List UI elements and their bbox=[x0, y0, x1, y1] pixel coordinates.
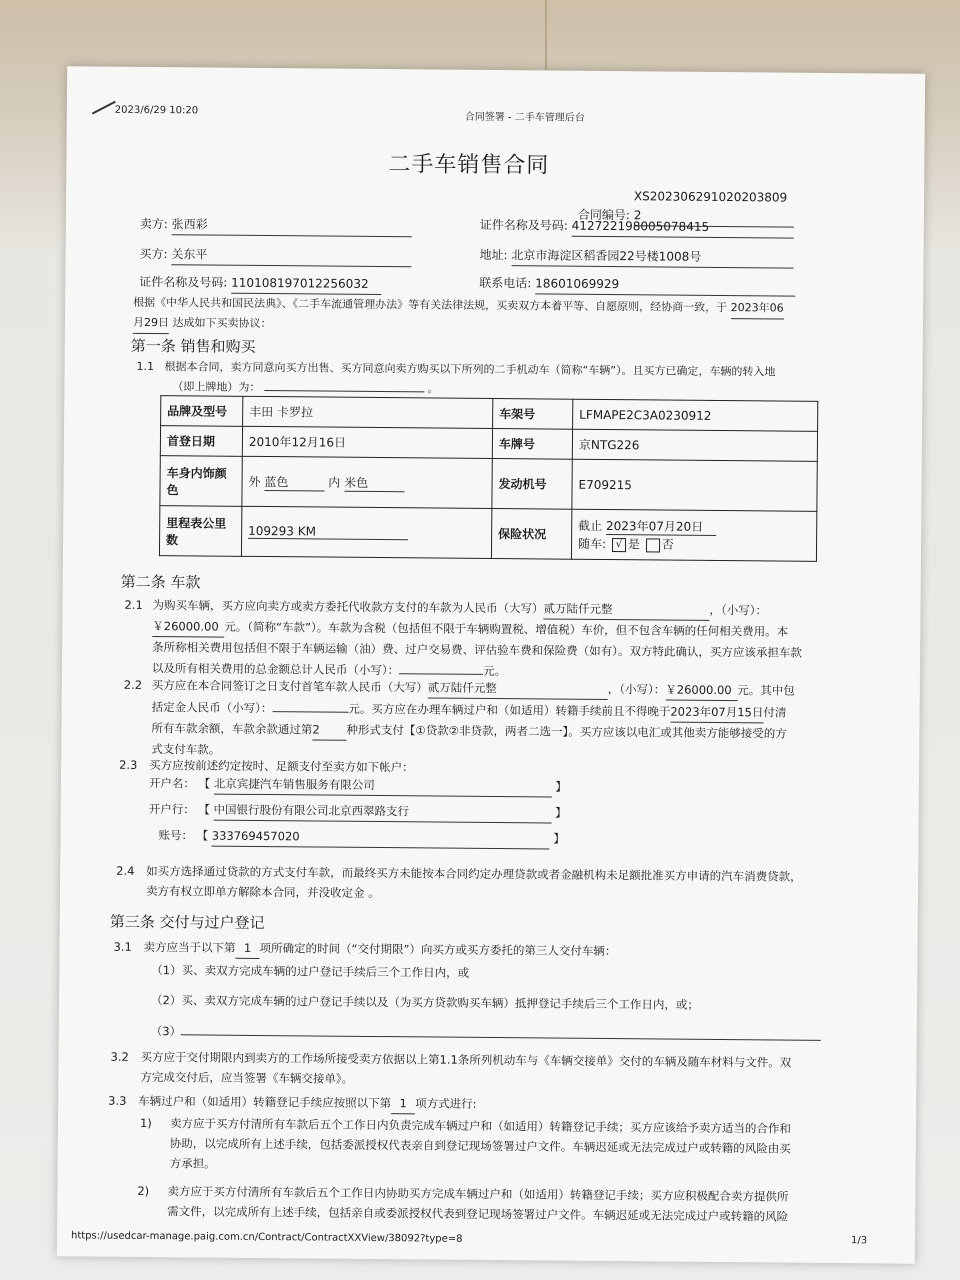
clause-2-1-text-c: 元。（简称“车款”）。车款为含税（包括但不限于车辆购置税、增值税）车价，但不包含车辆的任何相关费用。本 bbox=[224, 619, 789, 639]
clause-1-1-num: 1.1 bbox=[136, 359, 155, 374]
odometer-cell bbox=[241, 506, 491, 558]
plate-value: 京NTG226 bbox=[572, 429, 817, 461]
contract-number-label: 合同编号: bbox=[577, 207, 631, 223]
clause-2-4-line-2: 卖方有权立即单方解除本合同，并没收定金 。 bbox=[145, 883, 380, 901]
deposit-field bbox=[272, 697, 348, 713]
bracket-right: 】 bbox=[555, 779, 567, 794]
clause-2-2 bbox=[151, 675, 832, 765]
option-1: （1）买、卖双方完成车辆的过户登记手续后三个工作日内，或 bbox=[151, 963, 470, 980]
insurance-cell bbox=[571, 509, 816, 561]
clause-3-1-text-b: 项所确定的时间（“交付期限”）向买方或买方委托的第三人交付车辆： bbox=[259, 940, 617, 959]
seller-id-label: 证件名称及号码: bbox=[479, 217, 568, 233]
article-1-heading: 第一条 销售和购买 bbox=[130, 336, 256, 356]
price-upper-2: 贰万陆仟元整 bbox=[428, 677, 608, 700]
color-values bbox=[242, 456, 492, 508]
clause-3-2 bbox=[140, 1047, 850, 1093]
odometer-label: 里程表公里数 bbox=[159, 506, 241, 557]
delivery-option: 1 bbox=[235, 938, 259, 959]
bracket-right: 】 bbox=[553, 831, 566, 846]
bracket-left: 【 bbox=[198, 776, 211, 791]
clause-2-1-text-a: 为购买车辆，买方应向卖方或卖方委托代收款方支付的车款为人民币（大写） bbox=[152, 598, 544, 616]
clause-1-1-line-1: 根据本合同，卖方同意向买方出售、买方同意向卖方购买以下所列的二手机动车（简称“车辆”）。且买方已确定，车辆的转入地 bbox=[164, 360, 776, 379]
insurance-until-label: 截止 bbox=[578, 518, 603, 533]
clause-3-2-line-2: 方完成交付后，应当签署《车辆交接单》。 bbox=[140, 1069, 354, 1086]
clause-2-2-text-d: 括定金人民币（小写）： bbox=[151, 700, 273, 716]
bank-name: 中国银行股份有限公司北京西翠路支行 bbox=[213, 800, 551, 824]
transfer-option: 1 bbox=[391, 1093, 415, 1114]
phone: 18601069929 bbox=[535, 274, 795, 296]
registration-place-label: （即上牌地）为： bbox=[172, 380, 261, 394]
clause-2-2-text-a: 买方应在本合同签订之日支付首笔车款人民币（大写） bbox=[151, 678, 428, 695]
final-payment-date: 2023年07月15日 bbox=[670, 702, 763, 724]
clause-2-2-line-4: 式支付车款。 bbox=[151, 742, 221, 757]
option-2: （2）买、卖双方完成车辆的过户登记手续以及（为买方贷款购买车辆）抵押登记手续后三个工作日内，或； bbox=[151, 993, 699, 1012]
price-lower-2: ￥26000.00 bbox=[665, 680, 737, 702]
bank-label: 开户行： bbox=[148, 802, 195, 817]
bank-row bbox=[149, 799, 567, 824]
clause-2-1-text-d: 以及所有相关费用的总金额总计人民币（小写）： bbox=[151, 661, 400, 678]
sub-1-line-3: 方承担。 bbox=[169, 1156, 216, 1171]
seller-label: 卖方: bbox=[139, 216, 168, 232]
bracket-left: 【 bbox=[198, 802, 210, 817]
ext-color-prefix: 外 bbox=[248, 474, 261, 489]
insurance-until: 2023年07月20日 bbox=[606, 517, 716, 536]
clause-2-2-text-b: ，（小写）： bbox=[607, 682, 666, 697]
buyer-id: 110108197012256032 bbox=[231, 274, 381, 295]
seller-id-row bbox=[480, 216, 794, 239]
address-label: 地址: bbox=[479, 247, 508, 263]
clause-2-4 bbox=[146, 861, 846, 907]
buyer-id-label: 证件名称及号码: bbox=[139, 274, 228, 290]
account-name-row bbox=[149, 773, 567, 798]
clause-2-3-line-1: 买方应按前述约定按时、足额支付至卖方如下帐户： bbox=[149, 758, 414, 775]
clause-2-1 bbox=[152, 595, 833, 684]
option-3-field bbox=[181, 1020, 821, 1041]
buyer-label: 买方: bbox=[139, 246, 168, 262]
insurance-with-car-row bbox=[578, 535, 810, 554]
buyer-row bbox=[139, 245, 411, 267]
sub-2-num: 2) bbox=[137, 1183, 150, 1199]
article-3-heading: 第三条 交付与过户登记 bbox=[109, 912, 265, 933]
color-label: 车身内饰颜色 bbox=[160, 456, 242, 507]
ext-color: 蓝色 bbox=[264, 473, 324, 492]
clause-2-1-line-3: 条所称相关费用包括但不限于车辆运输（油）费、过户交易费、评估验车费和保险费（如有）。双方特此确认，买方应该承担车款 bbox=[152, 640, 802, 660]
intro-text: 根据《中华人民共和国民法典》、《二手车流通管理办法》等有关法律法规，买卖双方本着平等、自愿原则，经协商一致，于 bbox=[133, 295, 728, 315]
yes-checkbox: √ bbox=[612, 538, 626, 552]
account-name: 北京宾捷汽车销售服务有限公司 bbox=[214, 774, 552, 798]
clause-2-2-text-e: 元。买方应在办理车辆过户和（如适用）转籍手续前且不得晚于 bbox=[348, 701, 671, 719]
clause-1-1-end: 。 bbox=[427, 382, 439, 396]
insurance-until-row bbox=[578, 517, 810, 537]
yes-label: 是 bbox=[627, 537, 641, 552]
int-color-prefix: 内 bbox=[328, 475, 341, 490]
clause-2-1-num: 2.1 bbox=[124, 597, 143, 612]
no-checkbox bbox=[646, 538, 660, 552]
clause-3-2-num: 3.2 bbox=[110, 1049, 129, 1064]
sub-1-num: 1) bbox=[139, 1115, 152, 1131]
pen-mark bbox=[92, 101, 116, 115]
odometer-value: 109293 KM bbox=[248, 524, 408, 540]
payment-method: 2 bbox=[312, 719, 346, 740]
clause-2-2-num: 2.2 bbox=[123, 677, 143, 692]
vehicle-info-table bbox=[159, 395, 818, 562]
account-name-label: 开户名： bbox=[148, 776, 196, 791]
seller-id: 412722198005078415 bbox=[572, 217, 794, 239]
intro-date-a: 2023年06 bbox=[731, 298, 784, 319]
seller-name: 张西彩 bbox=[172, 215, 412, 237]
price-lower-1: ￥26000.00 bbox=[152, 616, 224, 638]
account-number-label: 账号： bbox=[158, 828, 194, 843]
clause-3-3-text-b: 项方式进行: bbox=[415, 1096, 477, 1111]
sub-1 bbox=[170, 1113, 860, 1179]
engine-value: E709215 bbox=[572, 459, 817, 511]
vin-value: LFMAPE2C3A0230912 bbox=[573, 399, 818, 431]
desk-edge bbox=[545, 0, 547, 70]
engine-label: 发动机号 bbox=[492, 459, 572, 510]
sub-2-line-2: 需文件，以完成所有上述手续，包括亲自或委派授权代表到登记现场签署过户文件。车辆迟延或无法完成过户或转籍的风险 bbox=[167, 1204, 789, 1224]
clause-2-4-line-1: 如买方选择通过贷款的方式支付车款，而最终买方未能按本合同约定办理贷款或者金融机构未足额批准买方申请的汽车消费贷款， bbox=[146, 863, 802, 884]
bracket-right: 】 bbox=[555, 805, 567, 820]
clause-3-2-line-1: 买方应于交付期限内到卖方的工作场所接受卖方依据以上第1.1条所列机动车与《车辆交接单》交付的车辆及随车材料与文件。双 bbox=[140, 1049, 792, 1070]
contract-title: 二手车销售合同 bbox=[388, 152, 550, 179]
sub-1-line-2: 协助，以完成所有上述手续，包括委派授权代表亲自到登记现场签署过户文件。车辆迟延或无法完成过户或转籍的风险由买 bbox=[169, 1136, 791, 1156]
brand-value: 丰田 卡罗拉 bbox=[243, 396, 493, 428]
print-url: https://usedcar-manage.paig.com.cn/Contract/ContractXXView/38092?type=8 bbox=[70, 1230, 463, 1245]
reg-date-value: 2010年12月16日 bbox=[242, 426, 492, 458]
seller-row bbox=[140, 215, 412, 237]
int-color: 米色 bbox=[344, 473, 404, 492]
print-system-title: 合同签署 - 二手车管理后台 bbox=[464, 111, 585, 124]
intro-date-b: 月29日 bbox=[133, 313, 169, 334]
contract-number: XS202306291020203809 2 bbox=[634, 187, 794, 227]
clause-2-2-text-f: 付清 bbox=[763, 705, 787, 720]
clause-2-3-num: 2.3 bbox=[119, 757, 138, 772]
contract-page bbox=[57, 66, 925, 1263]
option-3 bbox=[143, 1020, 843, 1047]
vin-label: 车架号 bbox=[493, 399, 573, 430]
intro-text-2: 达成如下买卖协议： bbox=[172, 316, 272, 331]
clause-3-1 bbox=[143, 937, 844, 1047]
clause-2-2-text-h: 种形式支付【①贷款②非贷款，两者二选一】。买方应该以电汇或其他卖方能够接受的方 bbox=[346, 722, 787, 741]
clause-3-3-num: 3.3 bbox=[108, 1093, 127, 1108]
sub-2 bbox=[167, 1181, 857, 1227]
phone-row bbox=[479, 274, 795, 297]
clause-3-1-text-a: 卖方应当于以下第 bbox=[143, 939, 236, 955]
clause-2-2-text-g: 所有车款余额，车款余款通过第 bbox=[151, 721, 313, 737]
clause-2-1-text-e: 元。 bbox=[483, 663, 507, 679]
intro-line-2 bbox=[133, 313, 272, 335]
account-number-row bbox=[158, 825, 565, 850]
price-upper-1: 贰万陆仟元整 bbox=[543, 598, 709, 620]
clause-2-2-text-c: 元。其中包 bbox=[737, 683, 795, 698]
brand-label: 品牌及型号 bbox=[161, 396, 243, 427]
buyer-id-row bbox=[139, 273, 381, 295]
total-amount-field bbox=[399, 659, 483, 675]
account-number: 333769457020 bbox=[212, 826, 550, 850]
page-number: 1/3 bbox=[850, 1235, 868, 1247]
sub-2-line-1: 卖方应于买方付清所有车款后五个工作日内协助买方完成车辆过户和（如适用）转籍登记手续；买方应积极配合卖方提供所 bbox=[167, 1184, 789, 1204]
insurance-with-label: 随车: bbox=[578, 536, 607, 551]
article-2-heading: 第二条 车款 bbox=[120, 572, 201, 592]
registration-place-field bbox=[264, 376, 424, 392]
no-label: 否 bbox=[661, 537, 674, 552]
insurance-label: 保险状况 bbox=[491, 509, 571, 560]
option-3-label: （3） bbox=[150, 1024, 182, 1039]
clause-3-3-text-a: 车辆过户和（如适用）转籍登记手续应按照以下第 bbox=[138, 1093, 392, 1111]
clause-2-4-num: 2.4 bbox=[116, 863, 135, 878]
plate-label: 车牌号 bbox=[492, 429, 572, 460]
bracket-left: 【 bbox=[196, 828, 209, 843]
reg-date-label: 首登日期 bbox=[160, 426, 242, 457]
address: 北京市海淀区稻香园22号楼1008号 bbox=[511, 246, 793, 268]
sub-1-line-1: 卖方应于买方付清所有车款后五个工作日内负责完成车辆过户和（如适用）转籍登记手续；买方应该给予卖方适当的合作和 bbox=[169, 1116, 792, 1136]
print-datetime: 2023/6/29 10:20 bbox=[114, 104, 199, 117]
address-row bbox=[479, 246, 793, 269]
clause-3-1-num: 3.1 bbox=[113, 939, 132, 954]
buyer-name: 关东平 bbox=[171, 245, 411, 267]
phone-label: 联系电话: bbox=[479, 275, 532, 291]
clause-2-1-text-b: ，（小写）： bbox=[709, 602, 768, 618]
